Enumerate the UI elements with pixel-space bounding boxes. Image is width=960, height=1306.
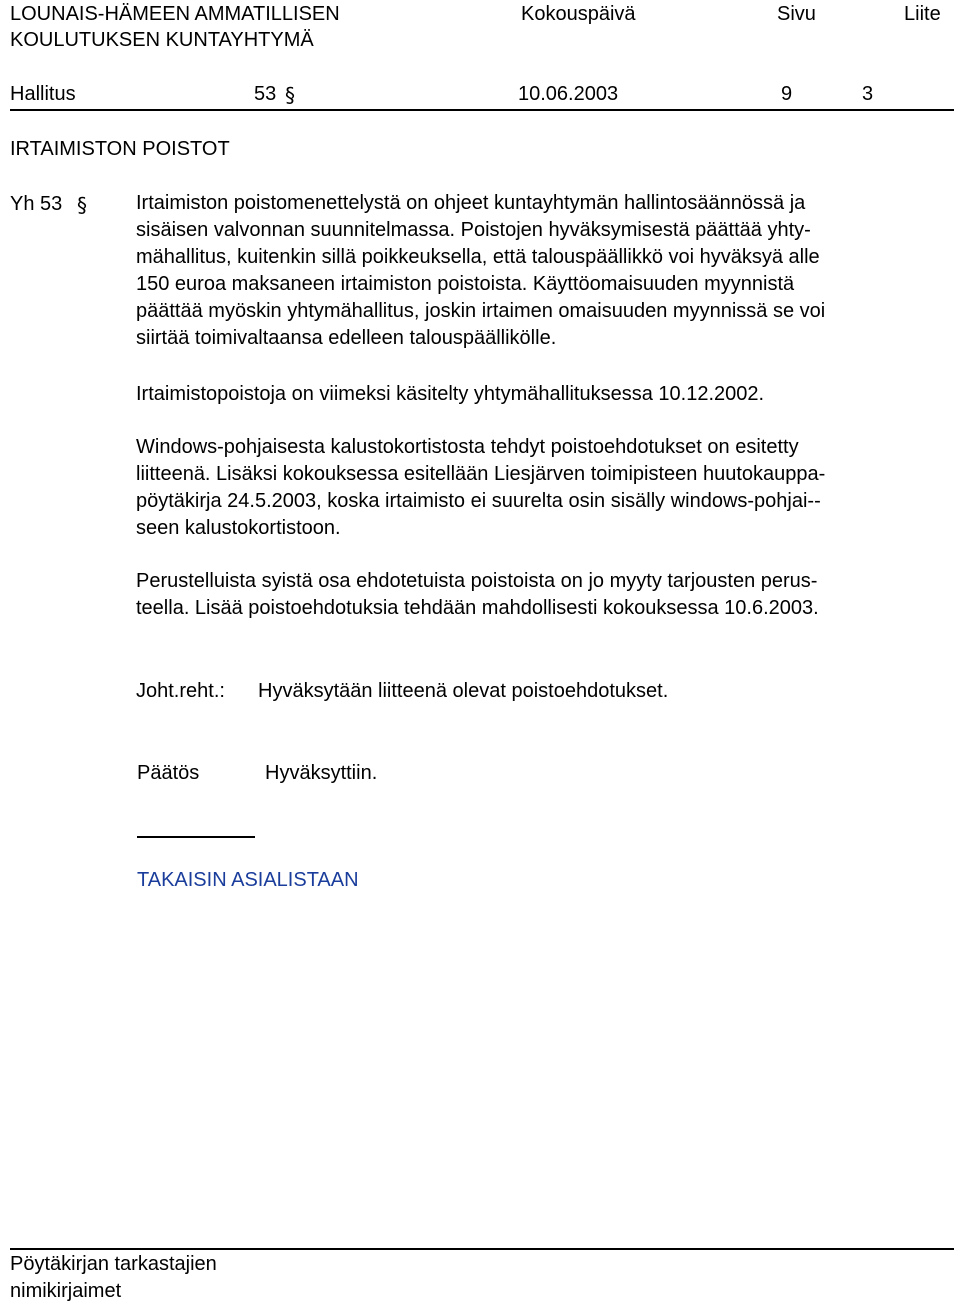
text-line: liitteenä. Lisäksi kokouksessa esitellään Liesjärven toimipisteen huutokauppa- bbox=[136, 463, 826, 485]
text-line: Windows-pohjaisesta kalustokortistosta tehdyt poistoehdotukset on esitetty bbox=[136, 436, 799, 458]
text-line: seen kalustokortistoon. bbox=[136, 517, 341, 539]
text-line: teella. Lisää poistoehdotuksia tehdään mahdollisesti kokouksessa 10.6.2003. bbox=[136, 597, 819, 619]
header-divider bbox=[10, 109, 954, 111]
decision-label: Päätös bbox=[137, 762, 200, 784]
text-line: Irtaimiston poistomenettelystä on ohjeet kuntayhtymän hallintosäännössä ja bbox=[136, 192, 806, 214]
signature-divider bbox=[137, 836, 255, 838]
footer-initials-label: nimikirjaimet bbox=[10, 1280, 122, 1302]
text-line: siirtää toimivaltaansa edelleen talouspäällikölle. bbox=[136, 327, 557, 349]
text-line: Irtaimistopoistoja on viimeksi käsitelty yhtymähallituksessa 10.12.2002. bbox=[136, 383, 765, 405]
paragraph-previous-handling bbox=[136, 381, 936, 408]
text-line: Perustelluista syistä osa ehdotetuista poistoista on jo myyty tarjousten perus- bbox=[136, 570, 818, 592]
text-line: päättää myöskin yhtymähallitus, joskin irtaimen omaisuuden myynnissä se voi bbox=[136, 300, 826, 322]
text-line: 150 euroa maksaneen irtaimiston poistoista. Käyttöomaisuuden myynnistä bbox=[136, 273, 795, 295]
governing-body: Hallitus bbox=[10, 83, 76, 105]
footer-reviewers-label: Pöytäkirjan tarkastajien bbox=[10, 1253, 217, 1275]
document-title: IRTAIMISTON POISTOT bbox=[10, 138, 230, 160]
item-label: Yh 53 bbox=[10, 193, 63, 215]
paragraph-justification bbox=[136, 568, 936, 622]
attachment-heading: Liite bbox=[904, 3, 941, 25]
decision-text: Hyväksyttiin. bbox=[265, 762, 378, 784]
text-line: mähallitus, kuitenkin sillä poikkeuksella, että talouspäällikkö voi hyväksyä alle bbox=[136, 246, 820, 268]
organization-name-line1: LOUNAIS-HÄMEEN AMMATILLISEN bbox=[10, 3, 340, 25]
page-heading: Sivu bbox=[777, 3, 816, 25]
header-section-mark: § bbox=[285, 83, 295, 107]
header-section-number: 53 bbox=[254, 83, 277, 105]
back-to-agenda-link[interactable]: TAKAISIN ASIALISTAAN bbox=[137, 869, 359, 891]
paragraph-proposals bbox=[136, 434, 936, 542]
page-number: 9 bbox=[781, 83, 793, 105]
meeting-date: 10.06.2003 bbox=[518, 83, 619, 105]
organization-name-line2: KOULUTUKSEN KUNTAYHTYMÄ bbox=[10, 29, 314, 51]
proposal-label: Joht.reht.: bbox=[136, 680, 225, 702]
attachment-number: 3 bbox=[862, 83, 874, 105]
paragraph-procedure bbox=[136, 190, 936, 352]
item-section-mark: § bbox=[77, 193, 87, 217]
text-line: pöytäkirja 24.5.2003, koska irtaimisto ei suurelta osin sisälly windows-pohjai-- bbox=[136, 490, 821, 512]
text-line: sisäisen valvonnan suunnitelmassa. Poistojen hyväksymisestä päättää yhty- bbox=[136, 219, 811, 241]
proposal-text: Hyväksytään liitteenä olevat poistoehdotukset. bbox=[258, 680, 669, 702]
meeting-date-heading: Kokouspäivä bbox=[521, 3, 636, 25]
footer-divider bbox=[10, 1248, 954, 1250]
